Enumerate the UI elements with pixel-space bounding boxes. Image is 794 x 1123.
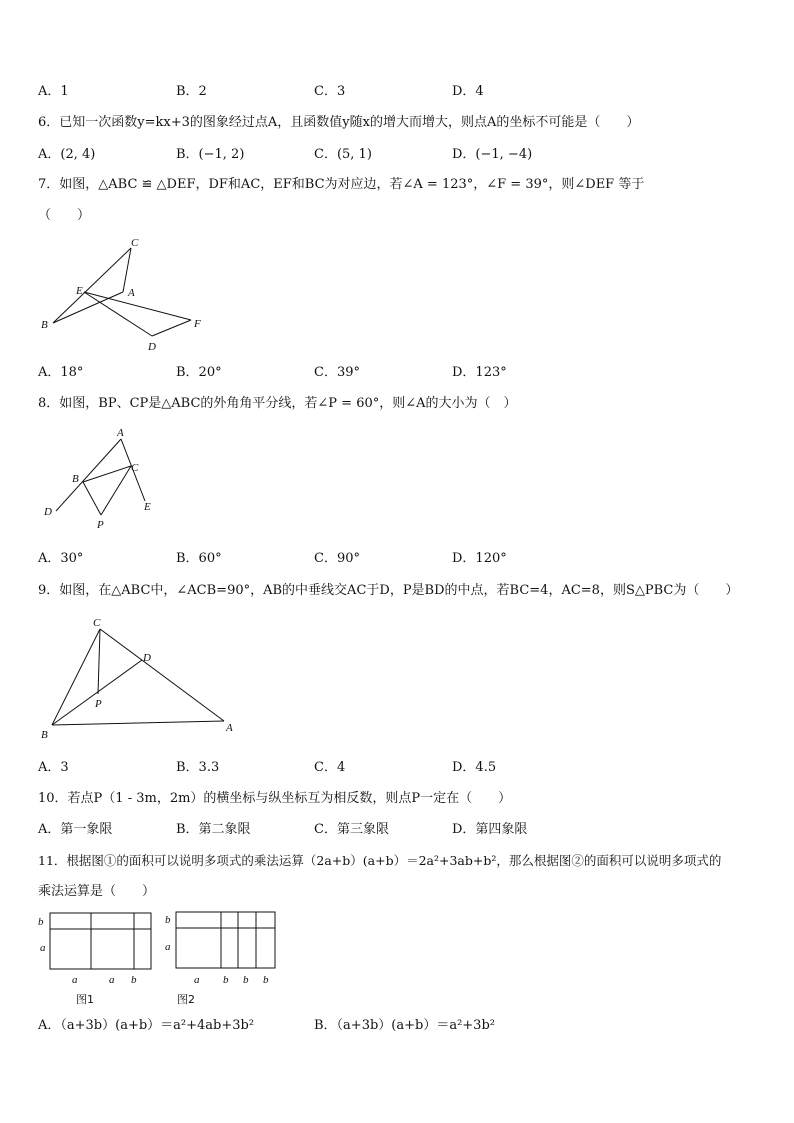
q9-segment-cb xyxy=(52,629,100,725)
q10-option-b: B．第二象限 xyxy=(176,822,251,837)
q8-segment-cp xyxy=(101,466,131,515)
q11-fig2-outline xyxy=(176,912,275,968)
q9-label-d: D xyxy=(143,652,151,664)
q7-segment-df xyxy=(152,320,191,336)
q11-option-a: A．（a+3b）(a+b）＝a²+4ab+3b² xyxy=(38,1018,255,1033)
q11-fig1-label-b: b xyxy=(38,916,44,928)
q9-segment-ca xyxy=(100,629,224,721)
q7-label-d: D xyxy=(148,341,156,353)
q7-segment-ba xyxy=(53,292,123,323)
q4-option-b: B．2 xyxy=(176,84,207,99)
q9-option-b: B．3.3 xyxy=(176,760,220,775)
q9-option-c: C．4 xyxy=(314,760,346,775)
q10-option-c: C．第三象限 xyxy=(314,822,389,837)
q7-stem: 7．如图，△ABC ≌ △DEF，DF和AC，EF和BC为对应边，若∠A = 123°，∠F = 39°，则∠DEF 等于 xyxy=(38,177,645,192)
q6-option-d: D．(−1, −4) xyxy=(452,147,533,162)
q9-figure xyxy=(36,612,246,742)
q9-label-p: P xyxy=(95,698,102,710)
q11-fig1-outline xyxy=(50,913,151,969)
q7-option-d: D．123° xyxy=(452,365,507,380)
q9-stem: 9．如图，在△ABC中，∠ACB=90°，AB的中垂线交AC于D，P是BD的中点，若BC=4，AC=8，则S△PBC为（ ） xyxy=(38,583,739,598)
q6-option-a: A．(2, 4) xyxy=(38,147,96,162)
q7-option-a: A．18° xyxy=(38,365,84,380)
q7-option-b: B．20° xyxy=(176,365,222,380)
q4-option-c: C．3 xyxy=(314,84,346,99)
q8-figure xyxy=(40,424,160,534)
q7-segment-ed xyxy=(84,292,152,336)
q11-fig2-bottom-4: b xyxy=(263,974,269,986)
q10-option-a: A．第一象限 xyxy=(38,822,113,837)
q6-option-c: C．(5, 1) xyxy=(314,147,372,162)
q4-option-d: D．4 xyxy=(452,84,484,99)
q11-stem-line2: 乘法运算是（ ） xyxy=(38,884,156,899)
q11-fig2-bottom-3: b xyxy=(243,974,249,986)
q8-segment-bp xyxy=(83,482,101,515)
q9-label-b: B xyxy=(41,729,48,741)
q8-label-e: E xyxy=(144,501,151,513)
q6-stem: 6．已知一次函数y=kx+3的图象经过点A，且函数值y随x的增大而增大，则点A的坐标不可能是（ ） xyxy=(38,115,640,130)
q9-segment-bd xyxy=(52,660,142,725)
q8-option-d: D．120° xyxy=(452,551,507,566)
q8-segment-bc xyxy=(83,466,131,482)
q8-label-d: D xyxy=(44,506,52,518)
q7-segment-bc xyxy=(53,248,131,323)
q7-label-f: F xyxy=(194,318,201,330)
q9-option-a: A．3 xyxy=(38,760,69,775)
q8-label-c: C xyxy=(131,462,139,474)
q8-label-a: A xyxy=(117,427,124,439)
q9-option-d: D．4.5 xyxy=(452,760,497,775)
q8-option-b: B．60° xyxy=(176,551,222,566)
q9-label-c: C xyxy=(93,617,101,629)
q7-label-e: E xyxy=(76,285,83,297)
q11-fig1-bottom-3: b xyxy=(131,974,137,986)
q7-segment-ef xyxy=(84,292,191,320)
q10-stem: 10．若点P（1 - 3m，2m）的横坐标与纵坐标互为相反数，则点P一定在（ ） xyxy=(38,791,512,806)
q11-fig1-bottom-2: a xyxy=(109,974,115,986)
q11-stem-line1: 11．根据图①的面积可以说明多项式的乘法运算（2a+b）(a+b）＝2a²+3ab+b²，那么根据图②的面积可以说明多项式的 xyxy=(38,853,722,868)
q8-option-a: A．30° xyxy=(38,551,84,566)
q6-option-b: B．(−1, 2) xyxy=(176,147,245,162)
q9-label-a: A xyxy=(226,722,233,734)
q7-figure xyxy=(36,232,216,356)
q7-label-c: C xyxy=(131,237,139,249)
q11-option-b: B．（a+3b）(a+b）＝a²+3b² xyxy=(314,1018,495,1033)
q11-fig2-label-b: b xyxy=(165,914,171,926)
q11-fig1-caption: 图1 xyxy=(76,993,94,1006)
q7-label-a: A xyxy=(128,287,135,299)
q11-fig2-label-a: a xyxy=(165,941,171,953)
q11-fig2-caption: 图2 xyxy=(177,993,195,1006)
q11-fig1-label-a: a xyxy=(40,942,46,954)
q11-figure-1 xyxy=(34,908,158,1008)
q7-label-b: B xyxy=(41,319,48,331)
q9-segment-ba xyxy=(52,721,224,725)
q8-stem: 8．如图，BP、CP是△ABC的外角角平分线，若∠P = 60°，则∠A的大小为（ ） xyxy=(38,396,517,411)
q9-segment-cp xyxy=(98,629,100,694)
q8-option-c: C．90° xyxy=(314,551,360,566)
q4-option-a: A．1 xyxy=(38,84,69,99)
q7-stem-tail: （ ） xyxy=(38,208,91,223)
q7-option-c: C．39° xyxy=(314,365,360,380)
q8-label-p: P xyxy=(97,519,104,531)
q11-fig2-bottom-1: a xyxy=(194,974,200,986)
q10-option-d: D．第四象限 xyxy=(452,822,528,837)
q11-figure-2 xyxy=(160,908,284,1008)
q11-fig1-bottom-1: a xyxy=(72,974,78,986)
q8-line-ab-extended xyxy=(56,439,121,511)
q8-label-b: B xyxy=(72,473,79,485)
q11-fig2-bottom-2: b xyxy=(223,974,229,986)
